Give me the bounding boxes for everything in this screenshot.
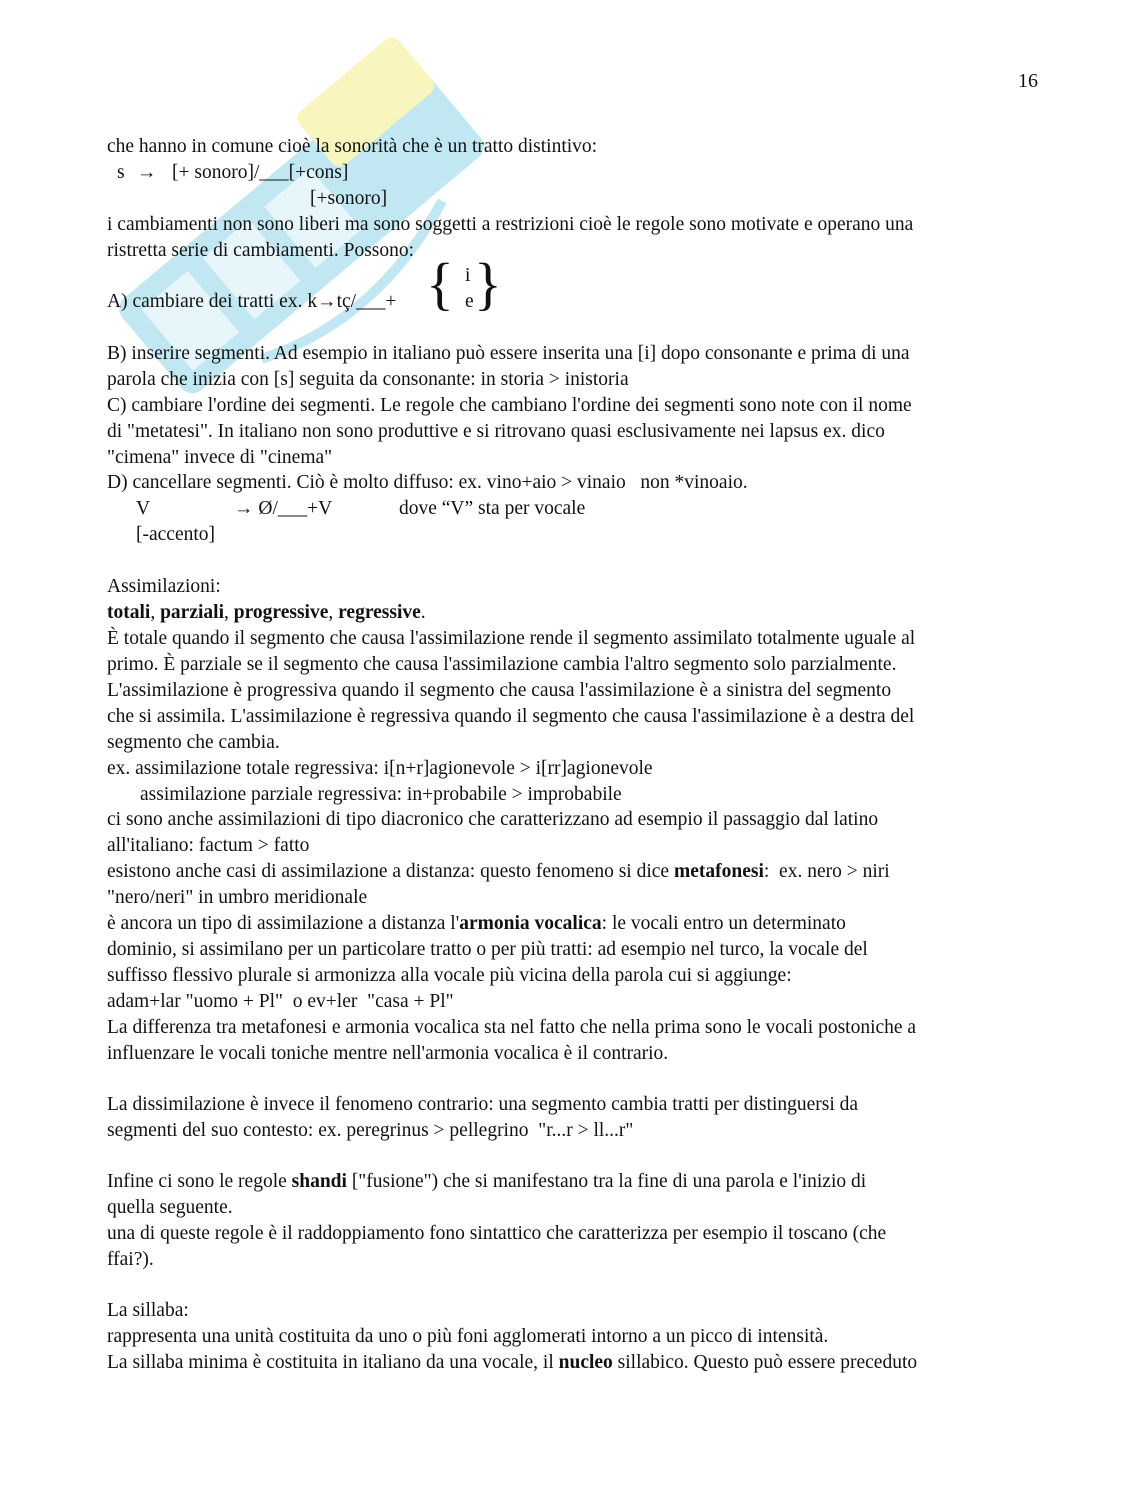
arrow-icon: → xyxy=(137,162,157,183)
right-brace-icon: } xyxy=(474,251,502,316)
text-line: segmento che cambia. xyxy=(107,732,280,753)
text-line: assimilazione parziale regressiva: in+probabile > improbabile xyxy=(140,784,622,805)
text-line: L'assimilazione è progressiva quando il segmento che causa l'assimilazione è a sinistra del segmento xyxy=(107,680,892,701)
term-parziali: parziali xyxy=(160,602,224,623)
text-line xyxy=(107,912,846,936)
text-line: B) inserire segmenti. Ad esempio in italiano può essere inserita una [i] dopo consonante e prima di una xyxy=(107,343,910,364)
text-line: parola che inizia con [s] seguita da consonante: in storia > inistoria xyxy=(107,369,629,390)
text-line: quella seguente. xyxy=(107,1197,233,1218)
text-line: ci sono anche assimilazioni di tipo diacronico che caratterizzano ad esempio il passaggio dal latino xyxy=(107,809,879,830)
text-line xyxy=(107,860,890,884)
text-line: dominio, si assimilano per un particolare tratto o per più tratti: ad esempio nel turco, la vocale del xyxy=(107,939,868,960)
separator: , xyxy=(328,602,339,623)
text-line: i cambiamenti non sono liberi ma sono soggetti a restrizioni cioè le regole sono motivate e operano una xyxy=(107,214,914,235)
text-span: esistono anche casi di assimilazione a distanza: questo fenomeno si dice xyxy=(107,861,674,882)
rule-feature: [-accento] xyxy=(136,524,216,545)
text-line: C) cambiare l'ordine dei segmenti. Le regole che cambiano l'ordine dei segmenti sono note con il nome xyxy=(107,395,912,416)
text-span: : ex. nero > niri xyxy=(763,861,890,882)
term-progressive: progressive xyxy=(233,602,329,623)
rule-context-second-line: [+sonoro] xyxy=(310,188,388,209)
separator: , xyxy=(150,602,161,623)
text-span: sillabico. Questo può essere preceduto xyxy=(612,1352,918,1373)
text-span: La sillaba minima è costituita in italiano da una vocale, il xyxy=(107,1352,559,1373)
rule-segment: s xyxy=(117,162,125,183)
text-line: ex. assimilazione totale regressiva: i[n+r]agionevole > i[rr]agionevole xyxy=(107,758,653,779)
text-line: suffisso flessivo plurale si armonizza alla vocale più vicina della parola cui si aggiunge: xyxy=(107,965,792,986)
text-line: "nero/neri" in umbro meridionale xyxy=(107,887,368,908)
period: . xyxy=(420,602,426,623)
brace-option-e: e xyxy=(465,291,474,312)
text-line: La differenza tra metafonesi e armonia vocalica sta nel fatto che nella prima sono le vocali postoniche a xyxy=(107,1017,917,1038)
text-line: influenzare le vocali toniche mentre nell'armonia vocalica è il contrario. xyxy=(107,1043,669,1064)
rule-a: A) cambiare dei tratti ex. k→tç/___+ xyxy=(107,291,397,312)
text-line: che si assimila. L'assimilazione è regressiva quando il segmento che causa l'assimilazione è a destra del xyxy=(107,706,915,727)
term-regressive: regressive xyxy=(338,602,421,623)
rule-deletion: → Ø/___+V xyxy=(234,498,333,519)
text-line: "cimena" invece di "cinema" xyxy=(107,447,333,468)
left-brace-icon: { xyxy=(426,251,454,316)
text-line: È totale quando il segmento che causa l'assimilazione rende il segmento assimilato totalmente uguale al xyxy=(107,628,916,649)
rule-context: [+ sonoro]/___[+cons] xyxy=(172,162,349,183)
assimilation-types xyxy=(107,601,426,625)
separator: , xyxy=(224,602,234,623)
term-armonia-vocalica: armonia vocalica xyxy=(459,913,602,934)
text-span: è ancora un tipo di assimilazione a distanza l' xyxy=(107,913,460,934)
text-line: rappresenta una unità costituita da uno o più foni agglomerati intorno a un picco di intensità. xyxy=(107,1326,829,1347)
text-line: all'italiano: factum > fatto xyxy=(107,835,310,856)
term-nucleo: nucleo xyxy=(558,1352,613,1373)
text-line: di "metatesi". In italiano non sono produttive e si ritrovano quasi esclusivamente nei lapsus ex. dico xyxy=(107,421,885,442)
text-line: adam+lar "uomo + Pl" o ev+ler "casa + Pl" xyxy=(107,991,454,1012)
text-line: La dissimilazione è invece il fenomeno contrario: una segmento cambia tratti per distinguersi da xyxy=(107,1094,859,1115)
text-span: Infine ci sono le regole xyxy=(107,1171,292,1192)
page-number: 16 xyxy=(1018,70,1038,92)
section-heading: La sillaba: xyxy=(107,1300,189,1321)
text-line xyxy=(107,1351,917,1375)
brace-option-i: i xyxy=(465,265,471,286)
rule-vowel: V xyxy=(136,498,151,519)
term-shandi: shandi xyxy=(291,1171,347,1192)
term-totali: totali xyxy=(107,602,151,623)
text-line: D) cancellare segmenti. Ciò è molto diffuso: ex. vino+aio > vinaio non *vinoaio. xyxy=(107,472,748,493)
text-line: ristretta serie di cambiamenti. Possono: xyxy=(107,240,415,261)
text-line: segmenti del suo contesto: ex. peregrinus > pellegrino "r...r > ll...r" xyxy=(107,1120,634,1141)
text-line: primo. È parziale se il segmento che causa l'assimilazione cambia l'altro segmento solo parzialmente. xyxy=(107,654,897,675)
term-metafonesi: metafonesi xyxy=(673,861,764,882)
text-span: ["fusione") che si manifestano tra la fine di una parola e l'inizio di xyxy=(346,1171,867,1192)
text-span: : le vocali entro un determinato xyxy=(601,913,846,934)
text-line: ffai?). xyxy=(107,1249,154,1270)
text-line xyxy=(107,1170,866,1194)
text-line: una di queste regole è il raddoppiamento fono sintattico che caratterizza per esempio il toscano (che xyxy=(107,1223,887,1244)
text-line: che hanno in comune cioè la sonorità che è un tratto distintivo: xyxy=(107,136,598,157)
section-heading: Assimilazioni: xyxy=(107,576,221,597)
rule-note: dove “V” sta per vocale xyxy=(399,498,586,519)
